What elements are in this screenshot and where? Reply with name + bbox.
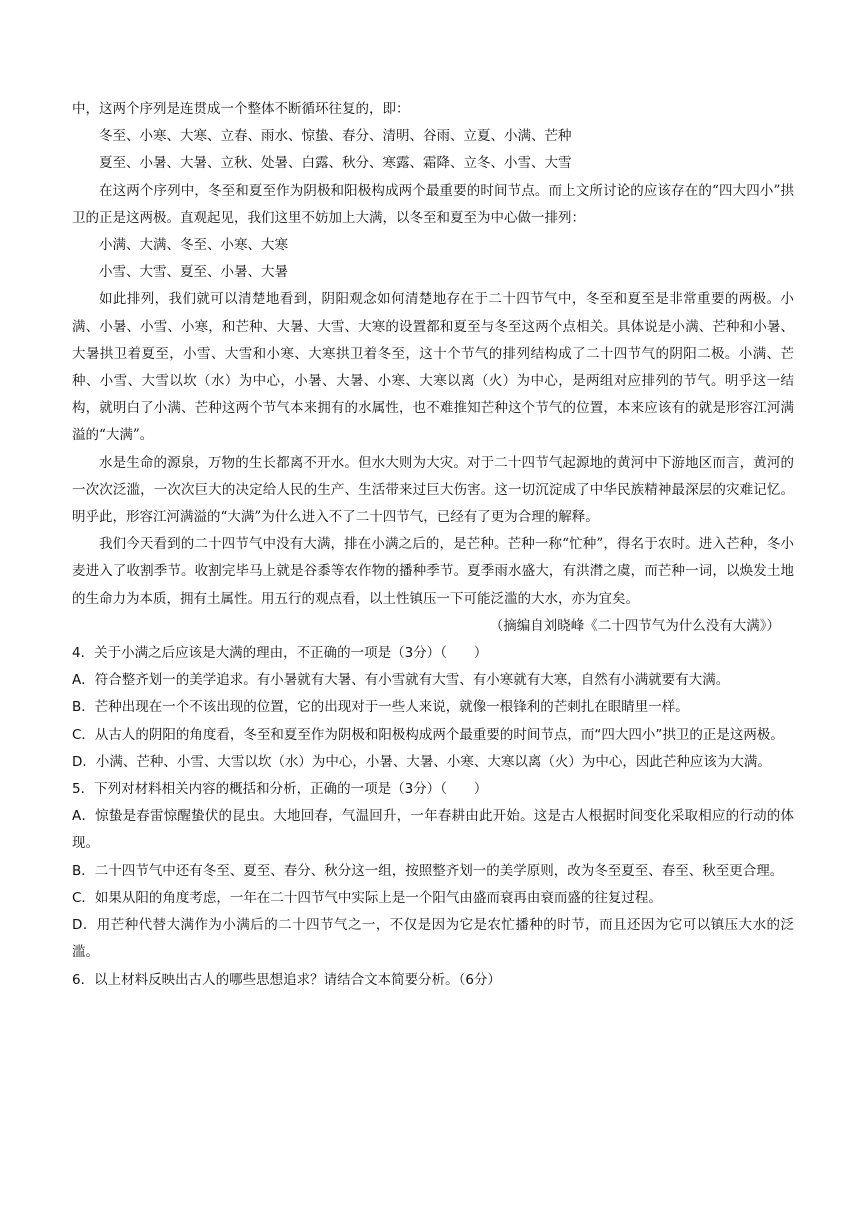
passage-paragraph: 如此排列，我们就可以清楚地看到，阴阳观念如何清楚地存在于二十四节气中，冬至和夏至是非常重要的两极。小满、小暑、小雪、小寒，和芒种、大暑、大雪、大寒的设置都和夏至与冬至这两个点相关。具体说是小满、芒种和小暑、大暑拱卫着夏至，小雪、大雪和小寒、大寒拱卫着冬至，这十个节气的排列结构成了二十四节气的阴阳二极。小满、芒种、小雪、大雪以坎（水）为中心，小暑、大暑、小寒、大寒以离（火）为中心，是两组对应排列的节气。明乎这一结构，就明白了小满、芒种这两个节气本来拥有的水属性，也不难推知芒种这个节气的位置，本来应该有的就是形容江河满溢的“大满”。 bbox=[72, 291, 794, 444]
question-6-stem: 6．以上材料反映出古人的哪些思想追求？请结合文本简要分析。（6分） bbox=[72, 971, 501, 988]
source-citation: （摘编自刘晓峰《二十四节气为什么没有大满》） bbox=[489, 617, 780, 634]
passage-paragraph: 在这两个序列中，冬至和夏至作为阴极和阳极构成两个最重要的时间节点。而上文所讨论的应该存在的“四大四小”拱卫的正是这两极。直观起见，我们这里不妨加上大满，以冬至和夏至为中心做一排列： bbox=[72, 182, 794, 226]
question-4-stem: 4．关于小满之后应该是大满的理由，不正确的一项是（3分）（ ） bbox=[72, 645, 488, 662]
question-4-option-d: D．小满、芒种、小雪、大雪以坎（水）为中心，小暑、大暑、小寒、大寒以离（火）为中心，因此芒种应该为大满。 bbox=[72, 753, 771, 770]
solar-term-sequence: 夏至、小暑、大暑、立秋、处暑、白露、秋分、寒露、霜降、立冬、小雪、大雪 bbox=[99, 155, 572, 172]
question-5-stem: 5．下列对材料相关内容的概括和分析，正确的一项是（3分）（ ） bbox=[72, 781, 488, 798]
question-4-option-b: B．芒种出现在一个不该出现的位置，它的出现对于一些人来说，就像一根锋利的芒刺扎在眼睛里一样。 bbox=[72, 699, 689, 716]
question-4-option-c: C．从古人的阴阳的角度看，冬至和夏至作为阴极和阳极构成两个最重要的时间节点，而“四大四小”拱卫的正是这两极。 bbox=[72, 726, 784, 743]
question-5-option-b: B．二十四节气中还有冬至、夏至、春分、秋分这一组，按照整齐划一的美学原则，改为冬至夏至、春至、秋至更合理。 bbox=[72, 862, 784, 879]
passage-paragraph: 中，这两个序列是连贯成一个整体不断循环往复的，即： bbox=[72, 101, 410, 117]
passage-paragraph: 我们今天看到的二十四节气中没有大满，排在小满之后的，是芒种。芒种一称“忙种”，得名于农时。进入芒种，冬小麦进入了收割季节。收割完毕马上就是谷黍等农作物的播种季节。夏季雨水盛大，有洪潸之虞，而芒种一词，以焕发土地的生命力为本质，拥有土属性。用五行的观点看，以土性镇压一下可能泛滥的大水，亦为宜矣。 bbox=[72, 536, 794, 607]
passage-paragraph: 水是生命的源泉，万物的生长都离不开水。但水大则为大灾。对于二十四节气起源地的黄河中下游地区而言，黄河的一次次泛滥，一次次巨大的决定给人民的生产、生活带来过巨大伤害。这一切沉淀成了中华民族精神最深层的灾难记忆。明乎此，形容江河满溢的“大满”为什么进入不了二十四节气，已经有了更为合理的解释。 bbox=[72, 454, 794, 526]
question-5-option-d: D．用芒种代替大满作为小满后的二十四节气之一，不仅是因为它是农忙播种的时节，而且还因为它可以镇压大水的泛滥。 bbox=[72, 917, 794, 961]
exam-page bbox=[72, 96, 794, 994]
question-5-option-a: A．惊蛰是春雷惊醒蛰伏的昆虫。大地回春，气温回升，一年春耕由此开始。这是古人根据时间变化采取相应的行动的体现。 bbox=[72, 808, 794, 852]
solar-term-sequence: 冬至、小寒、大寒、立春、雨水、惊蛰、春分、清明、谷雨、立夏、小满、芒种 bbox=[99, 128, 572, 145]
solar-term-sequence: 小满、大满、冬至、小寒、大寒 bbox=[99, 237, 288, 254]
solar-term-sequence: 小雪、大雪、夏至、小暑、大暑 bbox=[99, 264, 288, 281]
question-4-option-a: A．符合整齐划一的美学追求。有小暑就有大暑、有小雪就有大雪、有小寒就有大寒，自然有小满就要有大满。 bbox=[72, 672, 730, 689]
question-5-option-c: C．如果从阳的角度考虑，一年在二十四节气中实际上是一个阳气由盛而衰再由衰而盛的往复过程。 bbox=[72, 889, 662, 906]
